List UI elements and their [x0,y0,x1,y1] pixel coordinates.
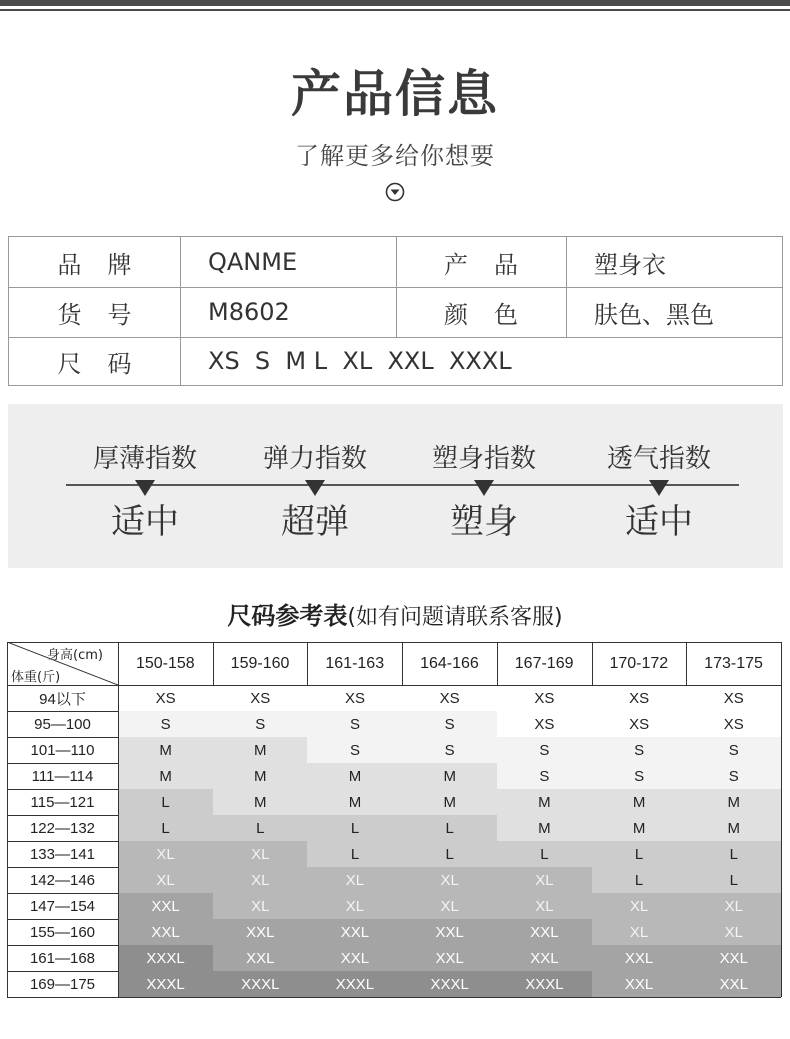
size-cell: XXXL [497,971,592,997]
indices-panel [8,404,783,568]
grid-line [7,919,118,920]
top-divider-thin [0,9,790,11]
item-number-value: M8602 [208,298,290,326]
grid-line [118,642,119,997]
size-cell: XS [497,685,592,711]
grid-line [497,642,498,685]
weight-label: 161—168 [29,949,96,967]
corner-diagonal-line [7,642,118,685]
size-cell: XXXL [307,971,402,997]
grid-line [7,642,781,643]
size-cell: L [118,789,213,815]
size-cell: XS [213,685,308,711]
brand-value: QANME [208,248,298,276]
weight-label: 142—146 [29,871,96,889]
grid-line [7,867,118,868]
size-cell: S [402,711,497,737]
size-cell: M [592,789,687,815]
size-chart-table [7,642,781,997]
size-cell: S [686,763,781,789]
size-cell: XXL [307,945,402,971]
shaping-index-label: 塑身指数 [431,444,536,474]
weight-label: 122—132 [29,819,96,837]
size-cell: XS [592,685,687,711]
size-cell: XL [213,893,308,919]
breathability-index-value: 适中 [625,502,693,542]
size-cell: M [686,789,781,815]
grid-line [213,642,214,685]
size-cell: XXXL [402,971,497,997]
indices-axis-line [66,484,739,486]
size-cell: M [213,737,308,763]
size-cell: L [307,815,402,841]
breathability-index-label: 透气指数 [606,444,711,474]
brand-label: 品牌 [57,250,158,279]
grid-line [686,642,687,685]
height-header: 167-169 [514,654,574,672]
grid-line [7,642,8,997]
color-value: 肤色、黑色 [594,300,714,329]
size-cell: M [213,763,308,789]
size-cell: XXXL [118,971,213,997]
size-cell: M [402,789,497,815]
color-label: 颜色 [444,300,544,329]
thickness-index-label: 厚薄指数 [92,444,197,474]
size-cell: XL [307,867,402,893]
size-cell: M [497,789,592,815]
size-cell: M [118,763,213,789]
product-label: 产品 [444,250,544,279]
weight-label: 133—141 [29,845,96,863]
top-divider-thick [0,0,790,6]
size-cell: S [402,737,497,763]
size-cell: XXXL [213,971,308,997]
size-cell: XXL [497,945,592,971]
weight-label: 101—110 [30,741,95,759]
size-cell: XL [686,919,781,945]
size-cell: M [118,737,213,763]
size-cell: S [592,763,687,789]
size-cell: XXL [686,971,781,997]
size-chart-title [0,596,790,631]
size-cell: M [307,763,402,789]
size-cell: XXL [307,919,402,945]
size-cell: M [497,815,592,841]
size-cell: M [307,789,402,815]
weight-label: 169—175 [29,975,96,993]
size-cell: XL [402,867,497,893]
size-cell: M [592,815,687,841]
size-cell: S [497,763,592,789]
size-cell: XL [497,867,592,893]
corner-height-label: 身高(cm) [47,648,103,663]
size-cell: XS [592,711,687,737]
grid-line [307,642,308,685]
height-header: 173-175 [704,654,763,672]
size-cell: L [592,841,687,867]
size-cell: S [307,737,402,763]
size-cell: L [213,815,308,841]
size-cell: XXL [592,971,687,997]
elasticity-index-label: 弹力指数 [262,444,367,474]
size-cell: XL [402,893,497,919]
grid-line [7,841,118,842]
size-cell: M [402,763,497,789]
size-cell: L [402,815,497,841]
page-title: 产品信息 [291,65,499,123]
size-cell: XS [307,685,402,711]
weight-label: 147—154 [29,897,96,915]
grid-line [7,815,118,816]
weight-label: 95—100 [34,715,91,733]
grid-line [7,997,781,998]
grid-line [7,945,118,946]
size-cell: L [686,841,781,867]
product-info-table [8,236,783,386]
size-cell: XL [213,841,308,867]
height-header: 170-172 [609,654,669,672]
shaping-index-value: 塑身 [450,502,518,542]
size-cell: XL [307,893,402,919]
size-cell: XS [497,711,592,737]
size-cell: S [118,711,213,737]
size-cell: XXL [592,945,687,971]
grid-line [781,642,782,997]
size-cell: L [497,841,592,867]
grid-line [7,893,118,894]
size-cell: XS [686,711,781,737]
size-cell: XS [402,685,497,711]
size-cell: XL [497,893,592,919]
size-cell: XL [118,841,213,867]
size-chart-title-note: (如有问题请联系客服) [347,605,563,630]
size-cell: XXL [497,919,592,945]
corner-weight-label: 体重(斤) [11,670,61,685]
size-cell: XXL [213,945,308,971]
weight-label: 111—114 [31,767,94,785]
height-header: 159-160 [230,654,290,672]
size-cell: XL [592,893,687,919]
size-label: 尺码 [57,349,158,378]
height-header: 150-158 [135,654,195,672]
size-cell: L [592,867,687,893]
height-header: 164-166 [420,654,479,672]
size-cell: XL [118,867,213,893]
grid-line [7,789,118,790]
size-cell: XL [686,893,781,919]
size-cell: S [686,737,781,763]
grid-line [592,642,593,685]
size-cell: XL [592,919,687,945]
size-cell: L [307,841,402,867]
size-cell: L [402,841,497,867]
weight-label: 115—121 [30,793,95,811]
product-value: 塑身衣 [594,250,666,279]
grid-line [7,685,781,686]
size-cell: XXXL [118,945,213,971]
size-value: XS S M L XL XXL XXXL [208,347,512,375]
size-cell: XXL [686,945,781,971]
size-cell: XS [118,685,213,711]
grid-line [7,737,118,738]
size-cell: XXL [118,919,213,945]
size-cell: M [686,815,781,841]
weight-label: 94以下 [39,690,86,708]
page-subtitle: 了解更多给你想要 [295,142,495,170]
grid-line [7,763,118,764]
height-header: 161-163 [325,654,385,672]
size-cell: XXL [213,919,308,945]
size-cell: L [686,867,781,893]
size-cell: XXL [402,919,497,945]
size-cell: XL [213,867,308,893]
weight-label: 155—160 [29,923,96,941]
size-cell: XXL [402,945,497,971]
thickness-index-value: 适中 [111,502,179,542]
size-cell: M [213,789,308,815]
item-number-label: 货号 [57,300,158,329]
size-cell: S [213,711,308,737]
size-cell: XXL [118,893,213,919]
grid-line [7,971,118,972]
chevron-down-circle-icon [385,182,405,202]
grid-line [7,711,118,712]
size-cell: S [497,737,592,763]
elasticity-index-value: 超弹 [281,502,349,542]
size-cell: L [118,815,213,841]
size-chart-title-main: 尺码参考表 [227,602,348,630]
grid-line [402,642,403,685]
size-cell: XS [686,685,781,711]
size-cell: S [592,737,687,763]
size-cell: S [307,711,402,737]
